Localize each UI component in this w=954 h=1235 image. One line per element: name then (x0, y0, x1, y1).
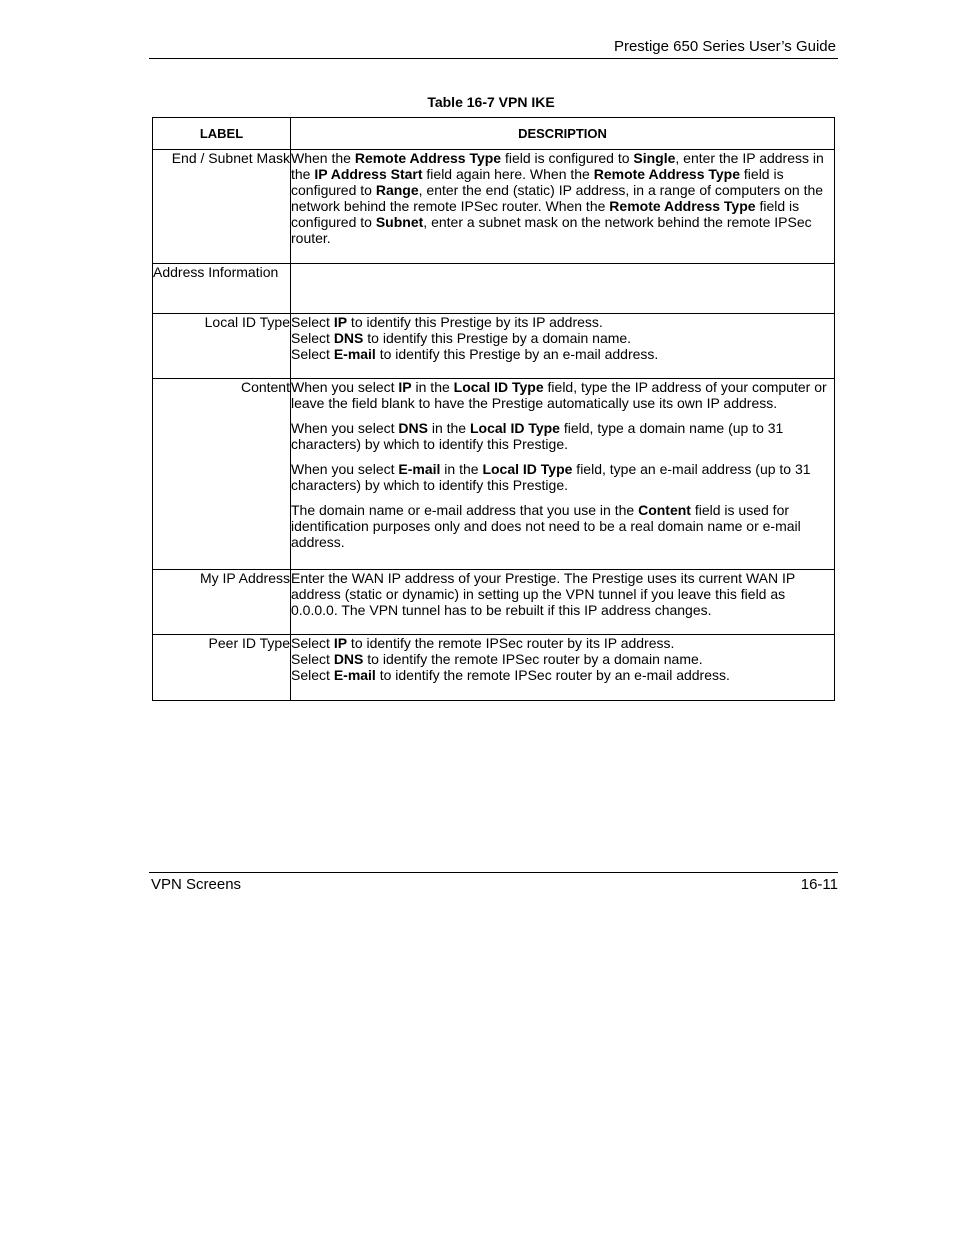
bold-term: IP (333, 314, 348, 330)
text-run: to identify the remote IPSec router by a domain name. (363, 651, 703, 667)
text-run: Select (291, 346, 334, 362)
text-run: field, type an e-mail address (up to 31 characters) by which to identify this Prestige. (291, 461, 811, 493)
row-description (291, 150, 835, 264)
text-run: Select (291, 314, 334, 330)
bold-term: IP (398, 379, 412, 395)
text-run: field is configured to (501, 150, 634, 166)
text-run: field is configured to (291, 198, 800, 230)
text-run: in the (440, 461, 483, 477)
bold-term: E-mail (333, 667, 376, 683)
text-run: in the (411, 379, 454, 395)
description-paragraph (291, 635, 834, 683)
footer-section-name: VPN Screens (151, 876, 242, 893)
table-caption: Table 16-7 VPN IKE (427, 94, 555, 110)
bold-term: Local ID Type (482, 461, 573, 477)
text-run: When you select (291, 461, 399, 477)
text-run: , enter the IP address in the (291, 150, 824, 182)
bold-term: Subnet (375, 214, 424, 230)
bold-term: Local ID Type (453, 379, 544, 395)
description-column-header: DESCRIPTION (291, 118, 835, 150)
table-row (153, 570, 835, 635)
bold-term: Content (638, 502, 691, 518)
bold-term: Remote Address Type (354, 150, 502, 166)
text-run: to identify the remote IPSec router by an e-mail address. (375, 667, 730, 683)
row-label: My IP Address (153, 570, 291, 635)
table-row (153, 635, 835, 701)
bold-term: E-mail (398, 461, 441, 477)
table-header-row (153, 118, 835, 150)
table-row (153, 379, 835, 570)
row-label: Peer ID Type (153, 635, 291, 701)
vpn-ike-table (152, 117, 835, 701)
row-label: Content (153, 379, 291, 570)
header-rule (149, 58, 838, 59)
table-row (153, 314, 835, 379)
footer-rule (149, 872, 838, 873)
row-description (291, 635, 835, 701)
running-header-title: Prestige 650 Series User’s Guide (613, 38, 836, 55)
bold-term: Range (375, 182, 419, 198)
footer-page-number: 16-11 (800, 876, 838, 893)
text-run: field, type a domain name (up to 31 characters) by which to identify this Prestige. (291, 420, 784, 452)
bold-term: DNS (333, 651, 364, 667)
text-run: to identify this Prestige by its IP address. (347, 314, 603, 330)
bold-term: Remote Address Type (609, 198, 756, 214)
table-row (153, 264, 835, 314)
text-run: field is configured to (291, 166, 784, 198)
bold-term: IP Address Start (314, 166, 423, 182)
text-run: Enter the WAN IP address of your Prestige. The Prestige uses its current WAN IP address (static or dynamic) in setting up the VPN tunnel if you leave this field as 0.0.0.0. The VPN tunnel has to be rebuilt if this IP address changes. (291, 570, 795, 618)
description-paragraph (291, 150, 834, 246)
description-paragraph (291, 379, 834, 411)
row-label: Local ID Type (153, 314, 291, 379)
bold-term: Local ID Type (469, 420, 560, 436)
bold-term: Remote Address Type (593, 166, 741, 182)
bold-term: DNS (333, 330, 364, 346)
bold-term: IP (333, 635, 348, 651)
description-paragraph (291, 570, 834, 618)
table-row (153, 150, 835, 264)
text-run: field is used for identification purposes only and does not need to be a real domain name or e-mail address. (291, 502, 801, 550)
description-paragraph (291, 502, 834, 550)
row-label: End / Subnet Mask (153, 150, 291, 264)
row-description (291, 379, 835, 570)
row-description (291, 314, 835, 379)
text-run: When you select (291, 379, 399, 395)
description-paragraph (291, 420, 834, 452)
text-run: When you select (291, 420, 399, 436)
row-label: Address Information (153, 264, 291, 314)
text-run: to identify the remote IPSec router by its IP address. (347, 635, 675, 651)
text-run: Select (291, 651, 334, 667)
text-run: , enter a subnet mask on the network behind the remote IPSec router. (291, 214, 812, 246)
text-run: to identify this Prestige by an e-mail address. (375, 346, 659, 362)
text-run: in the (427, 420, 470, 436)
label-column-header: LABEL (153, 118, 291, 150)
text-run: Select (291, 635, 334, 651)
text-run: Select (291, 667, 334, 683)
description-paragraph (291, 314, 834, 362)
bold-term: E-mail (333, 346, 376, 362)
bold-term: Single (633, 150, 676, 166)
text-run: , enter the end (static) IP address, in a range of computers on the network behind the remote IPSec router. When the (291, 182, 824, 214)
description-paragraph (291, 461, 834, 493)
table-body (153, 150, 835, 701)
bold-term: DNS (398, 420, 428, 436)
text-run: Select (291, 330, 334, 346)
text-run: field again here. When the (422, 166, 594, 182)
text-run: field, type the IP address of your computer or leave the field blank to have the Prestige automatically use its own IP address. (291, 379, 827, 411)
row-description (291, 570, 835, 635)
row-description (291, 264, 835, 314)
text-run: When the (291, 150, 355, 166)
text-run: The domain name or e-mail address that you use in the (291, 502, 639, 518)
text-run: to identify this Prestige by a domain name. (363, 330, 632, 346)
